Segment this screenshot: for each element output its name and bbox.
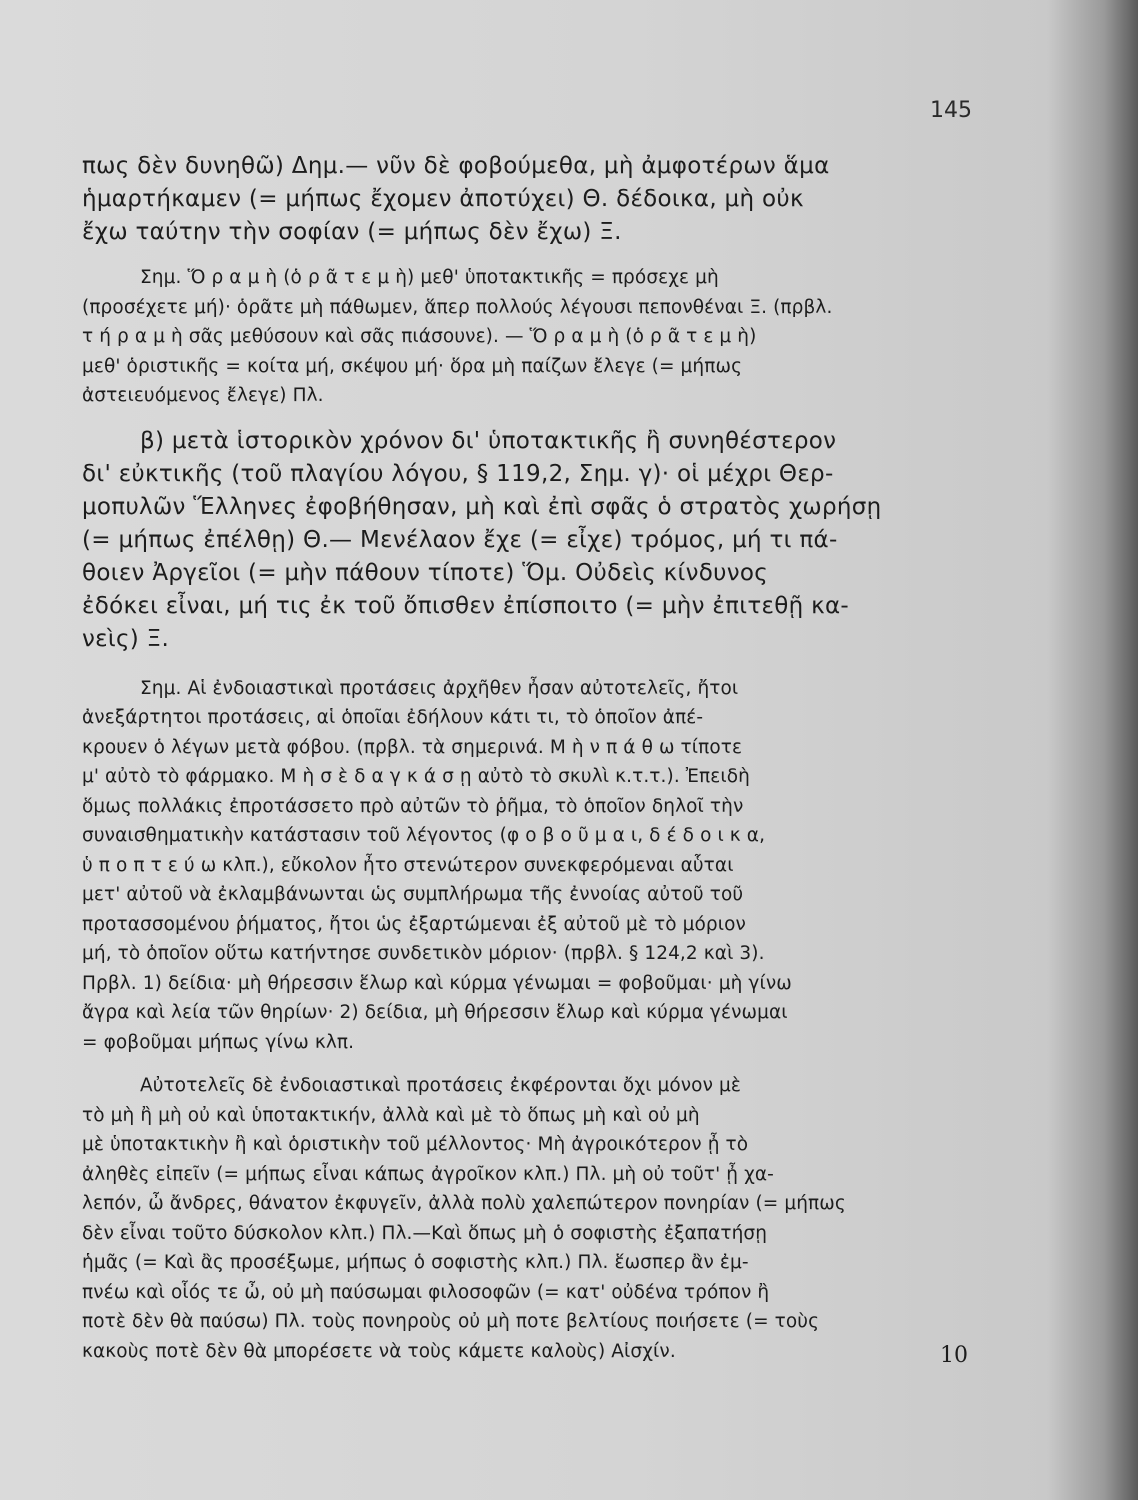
page-number: 145 <box>930 98 972 123</box>
text-line: μή, τὸ ὁποῖον οὕτω κατήντησε συνδετικὸν μόριον· (πρβλ. § 124,2 καὶ 3). <box>82 943 765 964</box>
paragraph-3 <box>82 1071 982 1366</box>
text-line: τ ή ρ α μ ὴ σᾶς μεθύσουν καὶ σᾶς πιάσουνε). — Ὅ ρ α μ ὴ (ὁ ρ ᾶ τ ε μ ὴ) <box>82 326 757 347</box>
note-1 <box>82 263 982 411</box>
text-line: πνέω καὶ οἷός τε ὦ, οὐ μὴ παύσωμαι φιλοσοφῶν (= κατ' οὐδένα τρόπον ἢ <box>82 1281 770 1303</box>
text-line: ἀληθὲς εἰπεῖν (= μήπως εἶναι κάπως ἀγροῖκον κλπ.) Πλ. μὴ οὐ τοῦτ' ᾖ χα- <box>82 1163 774 1185</box>
text-line: ἀστειευόμενος ἔλεγε) Πλ. <box>82 385 324 406</box>
note-2 <box>82 674 982 1058</box>
text-line: ὅμως πολλάκις ἐπροτάσσετο πρὸ αὐτῶν τὸ ῥῆμα, τὸ ὁποῖον δηλοῖ τὴν <box>82 795 744 817</box>
text-line: ἔχω ταύτην τὴν σοφίαν (= μήπως δὲν ἔχω) Ξ. <box>82 219 622 245</box>
text-line: νεὶς) Ξ. <box>82 625 170 652</box>
text-line: μ' αὐτὸ τὸ φάρμακο. Μ ὴ σ ὲ δ α γ κ ά σ ῃ αὐτὸ τὸ σκυλὶ κ.τ.τ.). Ἐπειδὴ <box>82 766 750 787</box>
text-line: = φοβοῦμαι μήπως γίνω κλπ. <box>82 1031 355 1053</box>
text-line: Σημ. Ὅ ρ α μ ὴ (ὁ ρ ᾶ τ ε μ ὴ) μεθ' ὑποτακτικῆς = πρόσεχε μὴ <box>140 267 719 288</box>
signature-mark: 10 <box>940 1343 968 1368</box>
text-line: πως δὲν δυνηθῶ) Δημ.— νῦν δὲ φοβούμεθα, μὴ ἀμφοτέρων ἅμα <box>82 153 830 179</box>
text-line: μὲ ὑποτακτικὴν ἢ καὶ ὁριστικὴν τοῦ μέλλοντος· Μὴ ἀγροικότερον ᾖ τὸ <box>82 1134 749 1155</box>
text-line: συναισθηματικὴν κατάστασιν τοῦ λέγοντος (φ ο β ο ῦ μ α ι, δ έ δ ο ι κ α, <box>82 825 766 846</box>
text-line: ἄγρα καὶ λεία τῶν θηρίων· 2) δείδια, μὴ θήρεσσιν ἕλωρ καὶ κύρμα γένωμαι <box>82 1002 788 1023</box>
text-line: κακοὺς ποτὲ δὲν θὰ μπορέσετε νὰ τοὺς κάμετε καλοὺς) Αἰσχίν. <box>82 1340 676 1362</box>
text-line: Αὐτοτελεῖς δὲ ἐνδοιαστικαὶ προτάσεις ἐκφέρονται ὄχι μόνον μὲ <box>140 1075 741 1096</box>
text-line: λεπόν, ὦ ἄνδρες, θάνατον ἐκφυγεῖν, ἀλλὰ πολὺ χαλεπώτερον πονηρίαν (= μήπως <box>82 1193 846 1214</box>
text-line: μοπυλῶν Ἕλληνες ἐφοβήθησαν, μὴ καὶ ἐπὶ σφᾶς ὁ στρατὸς χωρήσῃ <box>82 493 882 520</box>
text-line: ποτὲ δὲν θὰ παύσω) Πλ. τοὺς πονηροὺς οὐ μὴ ποτε βελτίους ποιήσετε (= τοὺς <box>82 1311 820 1332</box>
block-1 <box>82 150 982 249</box>
text-line: ἡμᾶς (= Καὶ ἂς προσέξωμε, μήπως ὁ σοφιστὴς κλπ.) Πλ. ἕωσπερ ἂν ἐμ- <box>82 1252 749 1273</box>
text-line: μετ' αὐτοῦ νὰ ἐκλαμβάνωνται ὡς συμπλήρωμα τῆς ἐννοίας αὐτοῦ τοῦ <box>82 884 744 905</box>
text-line: τὸ μὴ ἢ μὴ οὐ καὶ ὑποτακτικήν, ἀλλὰ καὶ μὲ τὸ ὅπως μὴ καὶ οὐ μὴ <box>82 1104 700 1126</box>
text-line: δι' εὐκτικῆς (τοῦ πλαγίου λόγου, § 119,2, Σημ. γ)· οἱ μέχρι Θερ- <box>82 460 834 487</box>
text-line: προτασσομένου ῥήματος, ἤτοι ὡς ἐξαρτώμεναι ἐξ αὐτοῦ μὲ τὸ μόριον <box>82 913 746 935</box>
text-line: μεθ' ὁριστικῆς = κοίτα μή, σκέψου μή· ὅρα μὴ παίζων ἔλεγε (= μήπως <box>82 355 743 377</box>
text-line: (= μήπως ἐπέλθῃ) Θ.— Μενέλαον ἔχε (= εἶχε) τρόμος, μή τι πά- <box>82 526 838 553</box>
text-line: Σημ. Αἱ ἐνδοιαστικαὶ προτάσεις ἀρχῆθεν ἦσαν αὐτοτελεῖς, ἤτοι <box>140 677 739 699</box>
text-line: θοιεν Ἀργεῖοι (= μὴν πάθουν τίποτε) Ὅμ. Οὐδεὶς κίνδυνος <box>82 559 769 586</box>
text-line: β) μετὰ ἱστορικὸν χρόνον δι' ὑποτακτικῆς ἢ συνηθέστερον <box>140 427 837 454</box>
page-body <box>82 150 982 1366</box>
text-line: ἐδόκει εἶναι, μή τις ἐκ τοῦ ὄπισθεν ἐπίσποιτο (= μὴν ἐπιτεθῇ κα- <box>82 592 850 619</box>
text-line: κρουεν ὁ λέγων μετὰ φόβου. (πρβλ. τὰ σημερινά. Μ ὴ ν π ά θ ω τίποτε <box>82 736 743 758</box>
text-line: ἀνεξάρτητοι προτάσεις, αἱ ὁποῖαι ἐδήλουν κάτι τι, τὸ ὁποῖον ἀπέ- <box>82 707 704 728</box>
block-2 <box>82 425 982 656</box>
text-line: δὲν εἶναι τοῦτο δύσκολον κλπ.) Πλ.—Καὶ ὅπως μὴ ὁ σοφιστὴς ἐξαπατήσῃ <box>82 1222 768 1244</box>
text-line: ἡμαρτήκαμεν (= μήπως ἔχομεν ἀποτύχει) Θ. δέδοικα, μὴ οὐκ <box>82 186 804 212</box>
text-line: Πρβλ. 1) δείδια· μὴ θήρεσσιν ἕλωρ καὶ κύρμα γένωμαι = φοβοῦμαι· μὴ γίνω <box>82 972 792 994</box>
text-line: ὑ π ο π τ ε ύ ω κλπ.), εὔκολον ἦτο στενώτερον συνεκφερόμεναι αὗται <box>82 854 734 876</box>
text-line: (προσέχετε μή)· ὁρᾶτε μὴ πάθωμεν, ἅπερ πολλούς λέγουσι πεπονθέναι Ξ. (πρβλ. <box>82 296 833 318</box>
